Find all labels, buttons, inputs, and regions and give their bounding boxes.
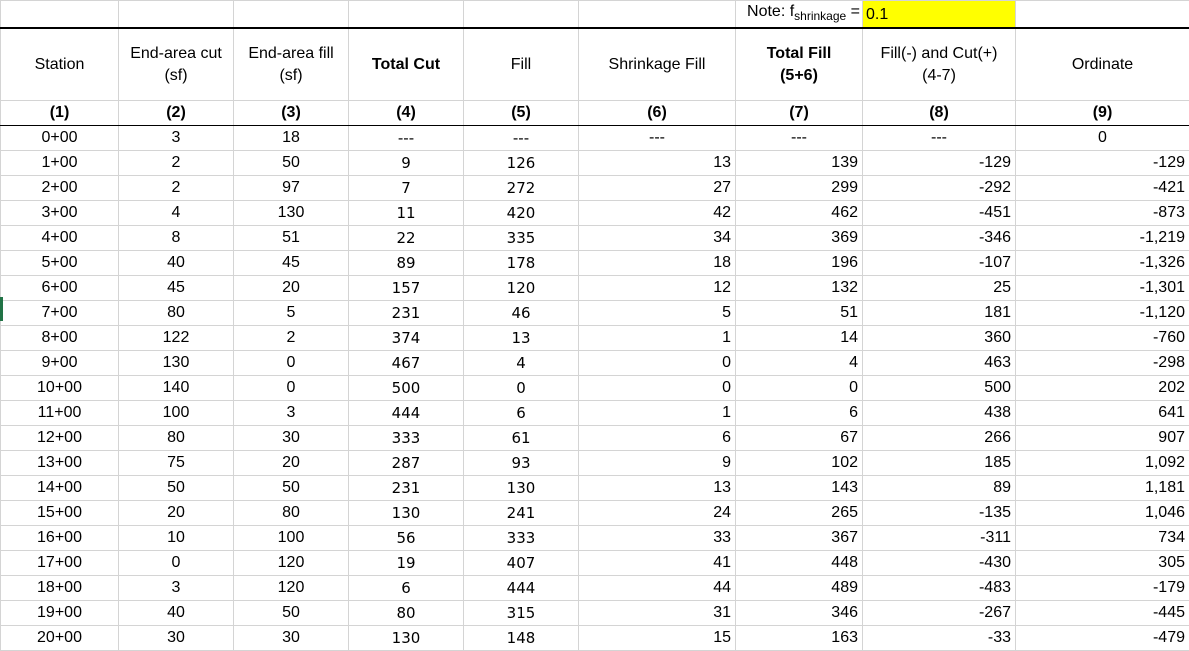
cell-fill-cut-difference[interactable]: --- bbox=[863, 126, 1016, 151]
cell-station[interactable]: 19+00 bbox=[1, 601, 119, 626]
cell-shrinkage-fill[interactable]: 5 bbox=[579, 301, 736, 326]
cell-fill-cut-difference[interactable]: -267 bbox=[863, 601, 1016, 626]
header-total-fill[interactable] bbox=[736, 28, 863, 101]
cell-fill-cut-difference[interactable]: 360 bbox=[863, 326, 1016, 351]
header-end-area-fill[interactable] bbox=[234, 28, 349, 101]
cell-end-area-fill[interactable]: 100 bbox=[234, 526, 349, 551]
header-row bbox=[1, 28, 1189, 101]
cell-fill[interactable]: 333 bbox=[464, 526, 579, 551]
header-line1: End-area fill bbox=[248, 45, 333, 62]
cell-station[interactable]: 17+00 bbox=[1, 551, 119, 576]
cell-total-cut[interactable]: 11 bbox=[349, 201, 464, 226]
header-end-area-cut[interactable] bbox=[119, 28, 234, 101]
header-fill-cut-difference[interactable] bbox=[863, 28, 1016, 101]
cell-total-cut[interactable]: 6 bbox=[349, 576, 464, 601]
cell-ordinate[interactable]: -479 bbox=[1016, 626, 1189, 651]
cell-station[interactable]: 2+00 bbox=[1, 176, 119, 201]
cell-end-area-cut[interactable]: 30 bbox=[119, 626, 234, 651]
cell-total-cut[interactable]: 333 bbox=[349, 426, 464, 451]
column-number-3[interactable]: (3) bbox=[234, 101, 349, 126]
table-row bbox=[1, 601, 1189, 626]
cell-total-fill[interactable]: 0 bbox=[736, 376, 863, 401]
table-row bbox=[1, 126, 1189, 151]
cell-total-fill[interactable]: 6 bbox=[736, 401, 863, 426]
cell-fill[interactable]: 4 bbox=[464, 351, 579, 376]
header-fill[interactable] bbox=[464, 28, 579, 101]
header-ordinate[interactable] bbox=[1016, 28, 1189, 101]
cell-shrinkage-fill[interactable]: 18 bbox=[579, 251, 736, 276]
cell-fill-cut-difference[interactable]: -135 bbox=[863, 501, 1016, 526]
cell-station[interactable]: 6+00 bbox=[1, 276, 119, 301]
cell-ordinate[interactable]: -298 bbox=[1016, 351, 1189, 376]
cell-fill[interactable]: 61 bbox=[464, 426, 579, 451]
table-row bbox=[1, 401, 1189, 426]
column-number-6[interactable]: (6) bbox=[579, 101, 736, 126]
cell-end-area-cut[interactable]: 40 bbox=[119, 601, 234, 626]
header-line1: Fill bbox=[511, 56, 531, 73]
header-line1: Fill(-) and Cut(+) bbox=[881, 45, 998, 62]
cell-end-area-cut[interactable]: 4 bbox=[119, 201, 234, 226]
cell-fill-cut-difference[interactable]: 89 bbox=[863, 476, 1016, 501]
cell-total-fill[interactable]: 462 bbox=[736, 201, 863, 226]
cell-fill[interactable]: 46 bbox=[464, 301, 579, 326]
cell-shrinkage-fill[interactable]: 34 bbox=[579, 226, 736, 251]
cell-fill[interactable]: 93 bbox=[464, 451, 579, 476]
cell-ordinate[interactable]: -1,219 bbox=[1016, 226, 1189, 251]
cell-fill-cut-difference[interactable]: -33 bbox=[863, 626, 1016, 651]
header-line1: Station bbox=[35, 56, 85, 73]
cell-ordinate[interactable]: 734 bbox=[1016, 526, 1189, 551]
cell-total-fill[interactable]: 51 bbox=[736, 301, 863, 326]
cell-total-cut[interactable]: 130 bbox=[349, 501, 464, 526]
cell-fill[interactable]: 6 bbox=[464, 401, 579, 426]
cell-end-area-fill[interactable]: 120 bbox=[234, 551, 349, 576]
cell-total-cut[interactable]: --- bbox=[349, 126, 464, 151]
cell-fill[interactable]: 407 bbox=[464, 551, 579, 576]
cell-end-area-cut[interactable]: 2 bbox=[119, 176, 234, 201]
cell-end-area-cut[interactable]: 0 bbox=[119, 551, 234, 576]
cell-fill-cut-difference[interactable]: 266 bbox=[863, 426, 1016, 451]
cell-fill[interactable]: 272 bbox=[464, 176, 579, 201]
cell-ordinate[interactable]: -1,326 bbox=[1016, 251, 1189, 276]
cell-total-fill[interactable]: 299 bbox=[736, 176, 863, 201]
cell[interactable] bbox=[579, 1, 736, 29]
cell-end-area-cut[interactable]: 40 bbox=[119, 251, 234, 276]
cell-shrinkage-fill[interactable]: --- bbox=[579, 126, 736, 151]
table-row bbox=[1, 351, 1189, 376]
column-number-7[interactable]: (7) bbox=[736, 101, 863, 126]
cell-shrinkage-fill[interactable]: 13 bbox=[579, 476, 736, 501]
cell-station[interactable]: 7+00 bbox=[1, 301, 119, 326]
header-line1: Total Fill bbox=[767, 45, 832, 62]
cell-station[interactable]: 16+00 bbox=[1, 526, 119, 551]
table-row bbox=[1, 176, 1189, 201]
cell[interactable] bbox=[1016, 1, 1189, 29]
cell-total-cut[interactable]: 9 bbox=[349, 151, 464, 176]
cell-station[interactable]: 0+00 bbox=[1, 126, 119, 151]
cell-fill[interactable]: 0 bbox=[464, 376, 579, 401]
cell-total-cut[interactable]: 444 bbox=[349, 401, 464, 426]
cell-ordinate[interactable]: -445 bbox=[1016, 601, 1189, 626]
cell-total-fill[interactable]: 367 bbox=[736, 526, 863, 551]
cell-total-fill[interactable]: 489 bbox=[736, 576, 863, 601]
cell-total-cut[interactable]: 56 bbox=[349, 526, 464, 551]
cell-fill[interactable]: 126 bbox=[464, 151, 579, 176]
table-row bbox=[1, 501, 1189, 526]
cell[interactable] bbox=[234, 1, 349, 29]
cell-end-area-fill[interactable]: 0 bbox=[234, 351, 349, 376]
cell-fill[interactable]: 148 bbox=[464, 626, 579, 651]
cell-fill-cut-difference[interactable]: -451 bbox=[863, 201, 1016, 226]
cell-end-area-fill[interactable]: 80 bbox=[234, 501, 349, 526]
cell-fill-cut-difference[interactable]: -430 bbox=[863, 551, 1016, 576]
table-row bbox=[1, 201, 1189, 226]
cell-fill[interactable]: 444 bbox=[464, 576, 579, 601]
cell-shrinkage-fill[interactable]: 42 bbox=[579, 201, 736, 226]
cell-ordinate[interactable]: 0 bbox=[1016, 126, 1189, 151]
cell-fill-cut-difference[interactable]: 463 bbox=[863, 351, 1016, 376]
cell-total-fill[interactable]: 4 bbox=[736, 351, 863, 376]
cell-ordinate[interactable]: 202 bbox=[1016, 376, 1189, 401]
cell-shrinkage-fill[interactable]: 44 bbox=[579, 576, 736, 601]
cell-total-fill[interactable]: 265 bbox=[736, 501, 863, 526]
cell-end-area-fill[interactable]: 20 bbox=[234, 276, 349, 301]
cell-end-area-cut[interactable]: 122 bbox=[119, 326, 234, 351]
column-number-4[interactable]: (4) bbox=[349, 101, 464, 126]
cell-end-area-fill[interactable]: 30 bbox=[234, 626, 349, 651]
cell-station[interactable]: 14+00 bbox=[1, 476, 119, 501]
cell-end-area-cut[interactable]: 20 bbox=[119, 501, 234, 526]
cell-end-area-fill[interactable]: 2 bbox=[234, 326, 349, 351]
cell-shrinkage-fill[interactable]: 31 bbox=[579, 601, 736, 626]
cell-shrinkage-fill[interactable]: 9 bbox=[579, 451, 736, 476]
cell-ordinate[interactable]: -179 bbox=[1016, 576, 1189, 601]
cell-total-cut[interactable]: 500 bbox=[349, 376, 464, 401]
cell-total-fill[interactable]: 163 bbox=[736, 626, 863, 651]
cell-station[interactable]: 5+00 bbox=[1, 251, 119, 276]
cell-station[interactable]: 18+00 bbox=[1, 576, 119, 601]
cell-total-cut[interactable]: 374 bbox=[349, 326, 464, 351]
header-line2: (4-7) bbox=[922, 67, 956, 84]
header-station[interactable] bbox=[1, 28, 119, 101]
cell-total-fill[interactable]: 139 bbox=[736, 151, 863, 176]
header-line2: (5+6) bbox=[780, 67, 818, 84]
table-row bbox=[1, 301, 1189, 326]
cell-end-area-cut[interactable]: 75 bbox=[119, 451, 234, 476]
cell-fill-cut-difference[interactable]: -311 bbox=[863, 526, 1016, 551]
cell-shrinkage-fill[interactable]: 27 bbox=[579, 176, 736, 201]
cell-fill-cut-difference[interactable]: 25 bbox=[863, 276, 1016, 301]
cell-total-cut[interactable]: 19 bbox=[349, 551, 464, 576]
cell-end-area-fill[interactable]: 3 bbox=[234, 401, 349, 426]
header-line2: (sf) bbox=[279, 67, 302, 84]
cell-total-fill[interactable]: 143 bbox=[736, 476, 863, 501]
cell-end-area-cut[interactable]: 100 bbox=[119, 401, 234, 426]
table-row bbox=[1, 626, 1189, 651]
table-row bbox=[1, 226, 1189, 251]
cell-fill[interactable]: 120 bbox=[464, 276, 579, 301]
cell-station[interactable]: 8+00 bbox=[1, 326, 119, 351]
cell-end-area-fill[interactable]: 20 bbox=[234, 451, 349, 476]
cell-ordinate[interactable]: -1,120 bbox=[1016, 301, 1189, 326]
cell-end-area-fill[interactable]: 51 bbox=[234, 226, 349, 251]
column-number-2[interactable]: (2) bbox=[119, 101, 234, 126]
cell-station[interactable]: 3+00 bbox=[1, 201, 119, 226]
cell-fill-cut-difference[interactable]: -129 bbox=[863, 151, 1016, 176]
column-number-8[interactable]: (8) bbox=[863, 101, 1016, 126]
table-row bbox=[1, 276, 1189, 301]
cell-end-area-cut[interactable]: 3 bbox=[119, 126, 234, 151]
cell-shrinkage-fill[interactable]: 0 bbox=[579, 376, 736, 401]
cell-total-fill[interactable]: 14 bbox=[736, 326, 863, 351]
cell-total-fill[interactable]: 102 bbox=[736, 451, 863, 476]
cell-fill-cut-difference[interactable]: 500 bbox=[863, 376, 1016, 401]
column-number-row bbox=[1, 101, 1189, 126]
table-row bbox=[1, 326, 1189, 351]
cell-fill-cut-difference[interactable]: 438 bbox=[863, 401, 1016, 426]
cell-shrinkage-fill[interactable]: 24 bbox=[579, 501, 736, 526]
cell-fill-cut-difference[interactable]: 185 bbox=[863, 451, 1016, 476]
cell-end-area-cut[interactable]: 8 bbox=[119, 226, 234, 251]
cell-shrinkage-fill[interactable]: 15 bbox=[579, 626, 736, 651]
table-row bbox=[1, 576, 1189, 601]
cell-total-fill[interactable]: 67 bbox=[736, 426, 863, 451]
cell-end-area-cut[interactable]: 50 bbox=[119, 476, 234, 501]
cell-shrinkage-fill[interactable]: 41 bbox=[579, 551, 736, 576]
cell-total-cut[interactable]: 22 bbox=[349, 226, 464, 251]
cell-station[interactable]: 4+00 bbox=[1, 226, 119, 251]
cell-total-cut[interactable]: 80 bbox=[349, 601, 464, 626]
cell[interactable] bbox=[349, 1, 464, 29]
cell-end-area-fill[interactable]: 120 bbox=[234, 576, 349, 601]
cell-fill-cut-difference[interactable]: -292 bbox=[863, 176, 1016, 201]
column-number-1[interactable]: (1) bbox=[1, 101, 119, 126]
cell-station[interactable]: 13+00 bbox=[1, 451, 119, 476]
cell-total-cut[interactable]: 157 bbox=[349, 276, 464, 301]
cell-end-area-fill[interactable]: 18 bbox=[234, 126, 349, 151]
cell-end-area-cut[interactable]: 130 bbox=[119, 351, 234, 376]
cell-fill-cut-difference[interactable]: -483 bbox=[863, 576, 1016, 601]
shrinkage-note-label[interactable]: Note: $f_{shrinkage}$ = bbox=[736, 1, 863, 29]
header-line1: Ordinate bbox=[1072, 56, 1133, 73]
cell-station[interactable]: 20+00 bbox=[1, 626, 119, 651]
table-row bbox=[1, 376, 1189, 401]
cell-shrinkage-fill[interactable]: 0 bbox=[579, 351, 736, 376]
shrinkage-factor-cell[interactable]: 0.1 bbox=[863, 1, 1016, 29]
cell-end-area-fill[interactable]: 50 bbox=[234, 601, 349, 626]
cell-total-cut[interactable]: 7 bbox=[349, 176, 464, 201]
cell-fill[interactable]: 420 bbox=[464, 201, 579, 226]
cell-ordinate[interactable]: 641 bbox=[1016, 401, 1189, 426]
cell-end-area-fill[interactable]: 97 bbox=[234, 176, 349, 201]
cell-ordinate[interactable]: 1,092 bbox=[1016, 451, 1189, 476]
header-line1: End-area cut bbox=[130, 45, 222, 62]
column-number-5[interactable]: (5) bbox=[464, 101, 579, 126]
cell-station[interactable]: 1+00 bbox=[1, 151, 119, 176]
header-line2: (sf) bbox=[164, 67, 187, 84]
cell-end-area-cut[interactable]: 80 bbox=[119, 301, 234, 326]
cell-end-area-cut[interactable]: 140 bbox=[119, 376, 234, 401]
cell-total-fill[interactable]: 132 bbox=[736, 276, 863, 301]
cell-end-area-fill[interactable]: 0 bbox=[234, 376, 349, 401]
cell-total-cut[interactable]: 130 bbox=[349, 626, 464, 651]
table-row bbox=[1, 426, 1189, 451]
cell-end-area-cut[interactable]: 45 bbox=[119, 276, 234, 301]
cell-shrinkage-fill[interactable]: 1 bbox=[579, 401, 736, 426]
cell-station[interactable]: 15+00 bbox=[1, 501, 119, 526]
cell-total-fill[interactable]: 196 bbox=[736, 251, 863, 276]
cell-total-fill[interactable]: 369 bbox=[736, 226, 863, 251]
header-total-cut[interactable] bbox=[349, 28, 464, 101]
table-row bbox=[1, 526, 1189, 551]
table-row bbox=[1, 476, 1189, 501]
cell-shrinkage-fill[interactable]: 12 bbox=[579, 276, 736, 301]
cell-ordinate[interactable]: -760 bbox=[1016, 326, 1189, 351]
header-shrinkage-fill[interactable] bbox=[579, 28, 736, 101]
cell-end-area-cut[interactable]: 2 bbox=[119, 151, 234, 176]
cell-end-area-fill[interactable]: 5 bbox=[234, 301, 349, 326]
cell-end-area-fill[interactable]: 45 bbox=[234, 251, 349, 276]
cell-total-cut[interactable]: 231 bbox=[349, 301, 464, 326]
cell-total-cut[interactable]: 467 bbox=[349, 351, 464, 376]
cell-fill[interactable]: 241 bbox=[464, 501, 579, 526]
cell-ordinate[interactable]: -1,301 bbox=[1016, 276, 1189, 301]
header-line1: Shrinkage Fill bbox=[609, 56, 706, 73]
cell-fill[interactable]: 178 bbox=[464, 251, 579, 276]
cell-shrinkage-fill[interactable]: 13 bbox=[579, 151, 736, 176]
cell-ordinate[interactable]: 1,181 bbox=[1016, 476, 1189, 501]
cell-ordinate[interactable]: 305 bbox=[1016, 551, 1189, 576]
cell-fill[interactable]: 335 bbox=[464, 226, 579, 251]
cell-fill[interactable]: 315 bbox=[464, 601, 579, 626]
cell-fill-cut-difference[interactable]: -346 bbox=[863, 226, 1016, 251]
cell-fill-cut-difference[interactable]: 181 bbox=[863, 301, 1016, 326]
cell-fill[interactable]: 13 bbox=[464, 326, 579, 351]
cell-ordinate[interactable]: 1,046 bbox=[1016, 501, 1189, 526]
cell-ordinate[interactable]: -129 bbox=[1016, 151, 1189, 176]
cell-ordinate[interactable]: -421 bbox=[1016, 176, 1189, 201]
cell[interactable] bbox=[1, 1, 119, 29]
cell-fill[interactable]: --- bbox=[464, 126, 579, 151]
cell-end-area-cut[interactable]: 3 bbox=[119, 576, 234, 601]
cell-shrinkage-fill[interactable]: 33 bbox=[579, 526, 736, 551]
cell-total-cut[interactable]: 231 bbox=[349, 476, 464, 501]
cell[interactable] bbox=[119, 1, 234, 29]
table-row bbox=[1, 451, 1189, 476]
cell-station[interactable]: 12+00 bbox=[1, 426, 119, 451]
cell-ordinate[interactable]: 907 bbox=[1016, 426, 1189, 451]
table-row bbox=[1, 251, 1189, 276]
header-line1: Total Cut bbox=[372, 56, 440, 73]
cell-total-cut[interactable]: 89 bbox=[349, 251, 464, 276]
cell-end-area-fill[interactable]: 50 bbox=[234, 151, 349, 176]
cell-station[interactable]: 9+00 bbox=[1, 351, 119, 376]
column-number-9[interactable]: (9) bbox=[1016, 101, 1189, 126]
cell-end-area-fill[interactable]: 30 bbox=[234, 426, 349, 451]
cell-end-area-cut[interactable]: 80 bbox=[119, 426, 234, 451]
table-row bbox=[1, 151, 1189, 176]
cell-shrinkage-fill[interactable]: 1 bbox=[579, 326, 736, 351]
cell-end-area-fill[interactable]: 50 bbox=[234, 476, 349, 501]
cell-total-fill[interactable]: 346 bbox=[736, 601, 863, 626]
cell-fill-cut-difference[interactable]: -107 bbox=[863, 251, 1016, 276]
note-row bbox=[1, 1, 1189, 29]
table-row bbox=[1, 551, 1189, 576]
cell-total-fill[interactable]: 448 bbox=[736, 551, 863, 576]
cell-fill[interactable]: 130 bbox=[464, 476, 579, 501]
cell-total-cut[interactable]: 287 bbox=[349, 451, 464, 476]
cell-station[interactable]: 11+00 bbox=[1, 401, 119, 426]
cell-total-fill[interactable]: --- bbox=[736, 126, 863, 151]
cell-ordinate[interactable]: -873 bbox=[1016, 201, 1189, 226]
row-selection-marker bbox=[0, 297, 3, 321]
cell-end-area-fill[interactable]: 130 bbox=[234, 201, 349, 226]
cell[interactable] bbox=[464, 1, 579, 29]
cell-shrinkage-fill[interactable]: 6 bbox=[579, 426, 736, 451]
cell-station[interactable]: 10+00 bbox=[1, 376, 119, 401]
cell-end-area-cut[interactable]: 10 bbox=[119, 526, 234, 551]
